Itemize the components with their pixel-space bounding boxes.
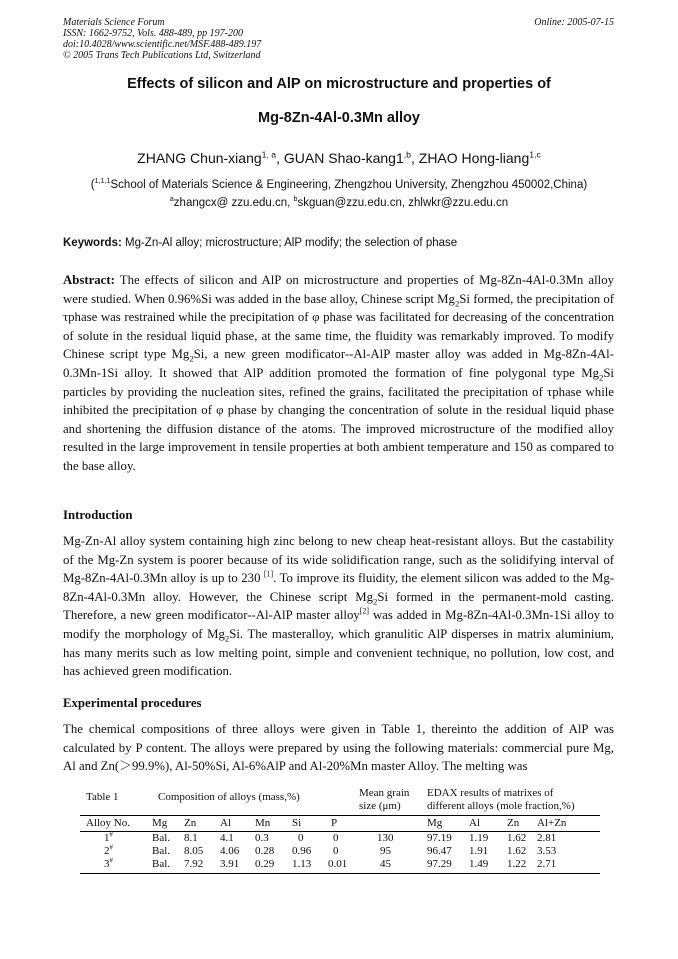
running-header: [63, 17, 261, 61]
affiliation: ($^{1,1,1}$School of Materials Science & Engineering, Zhengzhou University, Zhengzhou 450002,China): [90, 177, 588, 191]
table-cell: Bal.: [152, 832, 171, 844]
table-cell: 1.22: [507, 858, 527, 870]
column-header: Zn: [184, 817, 197, 829]
table-cell: Bal.: [152, 845, 171, 857]
table-cell: 8.05: [184, 845, 204, 857]
issn-line: ISSN: 1662-9752, Vols. 488-489, pp 197-200: [63, 28, 243, 39]
journal-name: Materials Science Forum: [63, 17, 165, 28]
column-header: Si: [292, 817, 302, 829]
author-sup: ,b: [403, 149, 411, 160]
table-cell: 3.53: [537, 845, 557, 857]
table-cell: 2#: [104, 844, 113, 857]
table-cell: 45: [380, 858, 391, 870]
table-cell: 0: [333, 832, 339, 844]
author-name: ZHANG Chun-xiang: [137, 150, 262, 166]
table-cell: 97.29: [427, 858, 452, 870]
table-cell: 4.06: [220, 845, 240, 857]
table-cell: 2.71: [537, 858, 557, 870]
table-cell: 8.1: [184, 832, 198, 844]
column-header: P: [331, 817, 338, 829]
author-name: ZHAO Hong-liang: [418, 150, 530, 166]
column-header: Mg: [427, 817, 443, 829]
grain-heading: size (μm): [359, 800, 401, 812]
experimental-text: The chemical compositions of three alloys were given in Table 1, thereinto the addition of AlP was calculated by P content. The alloys were prepared by using the following materials: commercial pure Mg, Al and Zn(＞99.9%), Al-50%Si, Al-6%AlP and Al-20%Mn master Alloy. The melting was: [63, 722, 614, 774]
composition-heading: Composition of alloys (mass,%): [158, 791, 300, 803]
section-heading-experimental: Experimental procedures: [63, 696, 202, 710]
email-link[interactable]: skguan@zzu.edu.cn: [297, 197, 402, 209]
column-header: Alloy No.: [86, 817, 130, 829]
table-cell: 1.62: [507, 845, 527, 857]
table-cell: 1.13: [292, 858, 312, 870]
abstract: Abstract: The effects of silicon and AlP on microstructure and properties of Mg-8Zn-4Al-0.3Mn alloy were studied. When 0.96%Si was added in the base alloy, Chinese script $Mg_2Si$ formed, the precipitation of τphase was restrained while the precipitation of φ phase was facilitated for decreasing of the concentration of solute in the residual liquid phase, at the same time, the fluidity was remarkably improved. To modify Chinese script type $Mg_2Si$, a new green modificator--Al-AlP master alloy was added in Mg-8Zn-4Al-0.3Mn-1Si alloy. It showed that AlP addition promoted the formation of fine polygonal type $Mg_2Si$ particles by providing the nucleation sites, refined the grains, facilitated the precipitation of τphase while inhibited the precipitation of φ phase by changing the concentration of solute in the residual liquid phase and shortening the diffusion distance of the atoms. The improved microstructure of the modified alloy resulted in the large improvement in tensile properties at both ambient temperature and 150 as compared to the base alloy.: [63, 273, 614, 473]
table-rule: [80, 815, 600, 816]
table-cell: 1#: [104, 831, 113, 844]
table-cell: 7.92: [184, 858, 204, 870]
column-header: Al+Zn: [537, 817, 567, 829]
abstract-label: Abstract:: [63, 273, 115, 287]
table-caption: Table 1: [86, 791, 119, 803]
table-rule: [80, 873, 600, 874]
copyright-line: © 2005 Trans Tech Publications Ltd, Switzerland: [63, 50, 261, 61]
email-link[interactable]: zhlwkr@zzu.edu.cn: [408, 197, 509, 209]
online-date: Online: 2005-07-15: [534, 17, 614, 28]
table-cell: 130: [377, 832, 394, 844]
edax-heading: EDAX results of matrixes of: [427, 787, 554, 799]
paper-title-line-1: Effects of silicon and AlP on microstructure and properties of: [127, 76, 551, 92]
paper-title-line-2: Mg-8Zn-4Al-0.3Mn alloy: [258, 110, 420, 126]
table-cell: 0: [298, 832, 304, 844]
citation-link[interactable]: [2]: [359, 607, 370, 617]
author-sup: 1, a: [261, 149, 277, 160]
citation-link[interactable]: [1]: [263, 569, 274, 579]
column-header: Al: [220, 817, 231, 829]
table-cell: Bal.: [152, 858, 171, 870]
table-cell: 1.91: [469, 845, 489, 857]
column-header: Mg: [152, 817, 168, 829]
author-name: GUAN Shao-kang1: [283, 150, 404, 166]
table-cell: 0.3: [255, 832, 269, 844]
grain-heading: Mean grain: [359, 787, 410, 799]
column-header: Al: [469, 817, 480, 829]
table-cell: 0.29: [255, 858, 275, 870]
author-sup: 1,c: [529, 149, 541, 160]
table-cell: 2.81: [537, 832, 557, 844]
column-header: Mn: [255, 817, 271, 829]
table-cell: 1.19: [469, 832, 489, 844]
email-link[interactable]: zhangcx@ zzu.edu.cn: [173, 197, 288, 209]
keywords: [63, 237, 457, 249]
edax-heading: different alloys (mole fraction,%): [427, 800, 575, 812]
table-cell: 1.62: [507, 832, 527, 844]
table-cell: 97.19: [427, 832, 452, 844]
table-cell: 0.01: [328, 858, 348, 870]
table-cell: 0.28: [255, 845, 275, 857]
table-cell: 96.47: [427, 845, 452, 857]
table-cell: 95: [380, 845, 391, 857]
introduction-text: Mg-Zn-Al alloy system containing high zinc belong to new cheap heat-resistant alloys. But the castability of the Mg-Zn system is poorer because of its wide solidification range, such as the solidifying interval of Mg-8Zn-4Al-0.3Mn alloy is up to 230 [1]. To improve its fluidity, the element silicon was added to the Mg-8Zn-4Al-0.3Mn alloy. However, the Chinese script $Mg_2Si$ formed in the permanent-mold casting. Therefore, a new green modificator--Al-AlP master alloy[2] was added in Mg-8Zn-4Al-0.3Mn-1Si alloy to modify the morphology of $Mg_2Si$. The masteralloy, which granulitic AlP disperses in matrix aluminium, has many merits such as low melting point, simple and convenient technique, no pollution, low cost, and has achieved green modification.: [63, 534, 614, 679]
column-header: Zn: [507, 817, 520, 829]
table-cell: 3.91: [220, 858, 240, 870]
keywords-label: Keywords:: [63, 237, 122, 249]
table-cell: 3#: [104, 857, 113, 870]
table-cell: 1.49: [469, 858, 489, 870]
table-cell: 0.96: [292, 845, 312, 857]
table-cell: 4.1: [220, 832, 234, 844]
email-list: $^a$zhangcx@ zzu.edu.cn, $^b$skguan@zzu.edu.cn, zhlwkr@zzu.edu.cn: [169, 195, 509, 209]
section-heading-introduction: Introduction: [63, 508, 133, 522]
author-list: ZHANG Chun-xiang$^{1, a}$, GUAN Shao-$kang1^{,b}$, ZHAO Hong-liang$^{1,c}$: [137, 149, 541, 166]
table-cell: 0: [333, 845, 339, 857]
doi-line: doi:10.4028/www.scientific.net/MSF.488-489.197: [63, 39, 262, 50]
keywords-text: Mg-Zn-Al alloy; microstructure; AlP modify; the selection of phase: [125, 237, 458, 249]
